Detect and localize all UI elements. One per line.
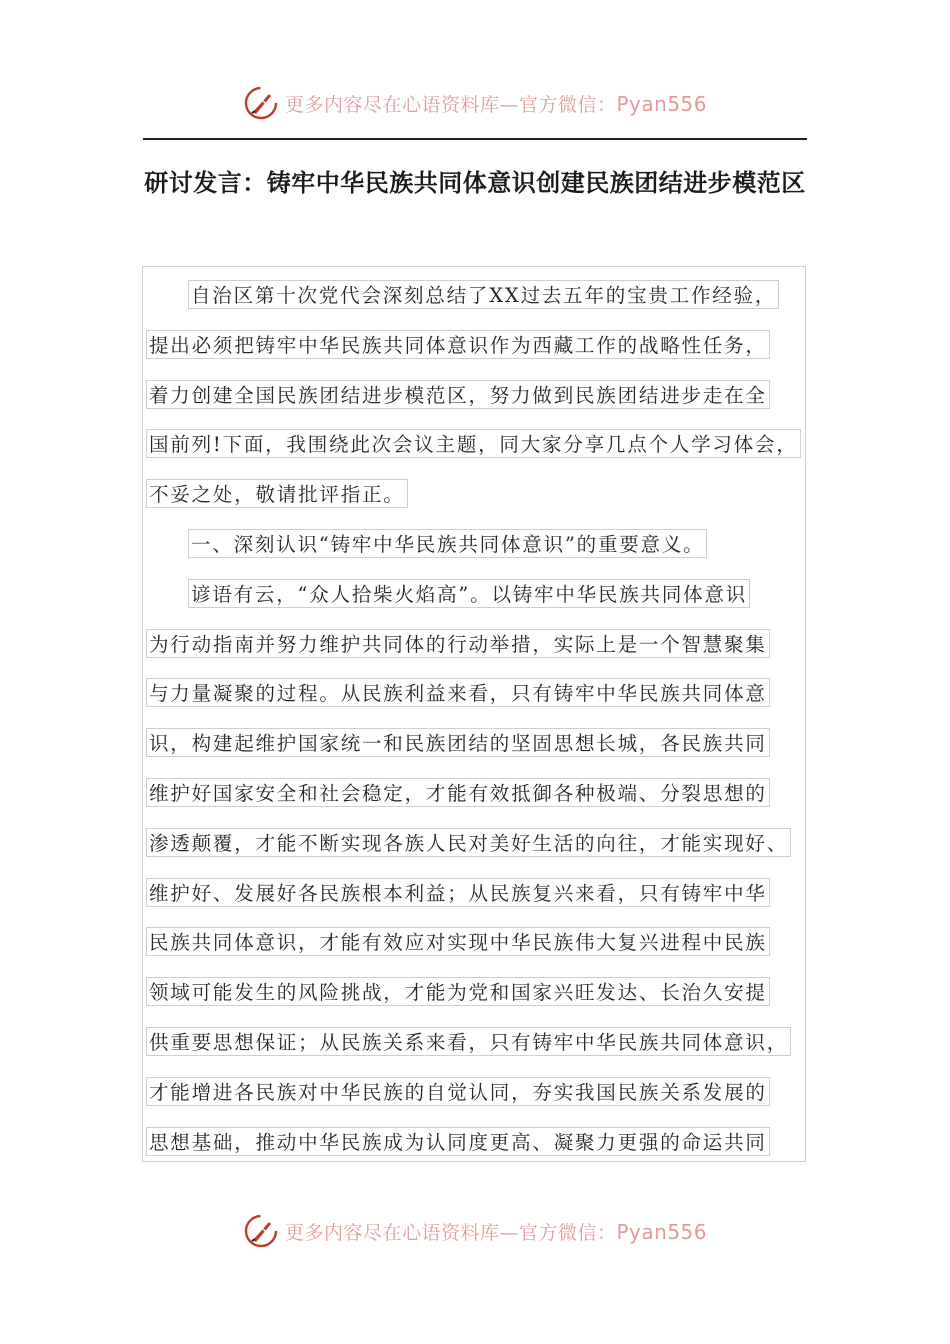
text-line: 一、深刻认识“铸牢中华民族共同体意识”的重要意义。: [188, 529, 707, 558]
text-line: 民族共同体意识，才能有效应对实现中华民族伟大复兴进程中民族: [146, 927, 770, 956]
text-line: 供重要思想保证；从民族关系来看，只有铸牢中华民族共同体意识，: [146, 1027, 791, 1056]
wechat-handle: Pyan556: [616, 91, 708, 116]
text-line: 不妥之处，敬请批评指正。: [146, 479, 408, 508]
text-line: 谚语有云，“众人拾柴火焰高”。以铸牢中华民族共同体意识: [188, 579, 750, 608]
header-divider: [143, 138, 807, 140]
banner-label: 更多内容尽在心语资料库—官方微信：: [284, 93, 617, 116]
text-line: 着力创建全国民族团结进步模范区，努力做到民族团结进步走在全: [146, 380, 770, 409]
text-line: 渗透颠覆，才能不断实现各族人民对美好生活的向往，才能实现好、: [146, 828, 791, 857]
text-line: 国前列!下面，我围绕此次会议主题，同大家分享几点个人学习体会，: [146, 429, 801, 458]
text-line: 领域可能发生的风险挑战，才能为党和国家兴旺发达、长治久安提: [146, 977, 770, 1006]
text-line: 提出必须把铸牢中华民族共同体意识作为西藏工作的战略性任务，: [146, 330, 770, 359]
text-line: 维护好国家安全和社会稳定，才能有效抵御各种极端、分裂思想的: [146, 778, 770, 807]
document-title: 研讨发言：铸牢中华民族共同体意识创建民族团结进步模范区: [144, 169, 806, 197]
text-line: 才能增进各民族对中华民族的自觉认同，夯实我国民族关系发展的: [146, 1077, 770, 1106]
footer-banner: [0, 1209, 950, 1253]
text-line: 与力量凝聚的过程。从民族利益来看，只有铸牢中华民族共同体意: [146, 678, 770, 707]
quill-logo-icon: [243, 1213, 279, 1249]
banner-text: [285, 90, 707, 117]
text-line: 思想基础，推动中华民族成为认同度更高、凝聚力更强的命运共同: [146, 1127, 770, 1156]
quill-logo-icon: [243, 85, 279, 121]
text-line: 自治区第十次党代会深刻总结了XX过去五年的宝贵工作经验，: [188, 280, 779, 309]
wechat-handle: Pyan556: [616, 1219, 708, 1244]
header-banner: [0, 81, 950, 125]
banner-label: 更多内容尽在心语资料库—官方微信：: [284, 1221, 617, 1244]
text-line: 维护好、发展好各民族根本利益；从民族复兴来看，只有铸牢中华: [146, 878, 770, 907]
text-line: 为行动指南并努力维护共同体的行动举措，实际上是一个智慧聚集: [146, 629, 770, 658]
banner-text: [285, 1218, 707, 1245]
text-line: 识，构建起维护国家统一和民族团结的坚固思想长城，各民族共同: [146, 728, 770, 757]
